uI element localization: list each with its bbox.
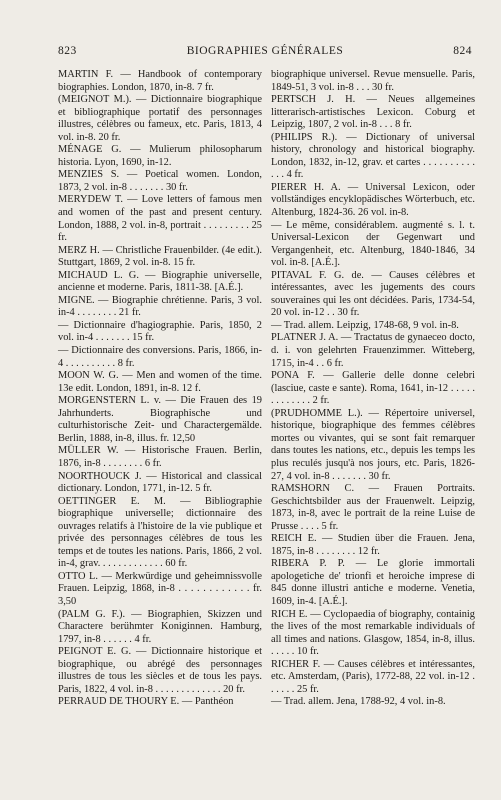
right-column (271, 69, 475, 709)
bibliography-entry: OETTINGER E. M. — Bibliographie biographique universelle; dictionnaire des ouvrages relatifs à l'histoire de la vie publique et privée des personnages célèbres de tous les temps et de toutes les nations. Paris, 1866, 2 vol. in-4, grav. . . . . . . . . . . . . 60 fr. (58, 495, 262, 570)
left-page-number: 823 (58, 45, 77, 57)
bibliography-entry: (MEIGNOT M.). — Dictionnaire biographique et bibliographique portatif des personnages illustres, célèbres ou fameux, etc. Paris, 1813, 4 vol. in-8. 20 fr. (58, 94, 262, 143)
bibliography-entry: — Trad. allem. Leipzig, 1748-68, 9 vol. in-8. (271, 319, 459, 331)
bibliography-entry: PITAVAL F. G. de. — Causes célèbres et intéressantes, avec les jugements des cours souveraines qui les ont décidées. Paris, 1734-54, 20 vol. in-12 . . 30 fr. (271, 269, 475, 319)
bibliography-entry: REICH E. — Studien über die Frauen. Jena, 1875, in-8 . . . . . . . . 12 fr. (271, 533, 475, 557)
bibliography-entry: MERYDEW T. — Love letters of famous men and women of the past and present century. London, 1888, 2 vol. in-8, portrait . . . . . . . . . 25 fr. (58, 194, 262, 244)
bibliography-entry: — Trad. allem. Jena, 1788-92, 4 vol. in-8. (271, 696, 446, 708)
bibliography-entry: — Dictionnaire d'hagiographie. Paris, 1850, 2 vol. in-4 . . . . . . . 15 fr. (58, 319, 262, 344)
right-page-number: 824 (453, 45, 472, 57)
bibliography-entry: PERRAUD DE THOURY E. — Panthéon (58, 696, 234, 708)
bibliography-entry: RIBERA P. P. — Le glorie immortali apologetiche de' trionfi et heroiche imprese di 845 donne illustri antiche e moderne. Venetia, 1609, in-4. [A.É.]. (271, 558, 475, 607)
bibliography-entry: MIGNE. — Biographie chrétienne. Paris, 3 vol. in-4 . . . . . . . . 21 fr. (58, 294, 262, 319)
bibliography-entry: MERZ H. — Christliche Frauenbilder. (4e edit.). Stuttgart, 1869, 2 vol. in-8. 15 fr. (58, 244, 262, 269)
bibliography-entry: NOORTHOUCK J. — Historical and classical dictionary. London, 1771, in-12. 5 fr. (58, 470, 262, 495)
bibliography-entry: RICHER F. — Causes célèbres et intéressantes, etc. Amsterdam, (Paris), 1772-88, 22 vol. in-12 . . . . . . 25 fr. (271, 658, 475, 695)
bibliography-entry: — Le même, considérablem. augmenté s. l. t. Universal-Lexicon der Gegenwart und Vergangenheit, etc. Altenburg, 1840-1846, 34 vol. in-8. [A.É.]. (271, 219, 475, 269)
left-column (58, 69, 262, 709)
running-header (58, 44, 472, 58)
bibliography-entry: biographique universel. Revue mensuelle. Paris, 1849-51, 3 vol. in-8 . . . 30 fr. (271, 69, 475, 93)
bibliography-entry: (PRUDHOMME L.). — Répertoire universel, historique, biographique des femmes célèbres mortes ou vivantes, qui se sont fait remarquer dans toutes les nations, etc., depuis les temps les plus reculés jusqu'à nos jours, etc. Paris, 1826-27, 4 vol. in-8 . . . . . . . 30 fr. (271, 407, 475, 482)
bibliography-entry: PEIGNOT E. G. — Dictionnaire historique et biographique, ou abrégé des personnages illustres de tous les siècles et de tous les pays. Paris, 1822, 4 vol. in-8 . . . . . . . . . . . . . 20 fr. (58, 646, 262, 695)
running-title: BIOGRAPHIES GÉNÉRALES (186, 45, 344, 57)
bibliography-entry: MENZIES S. — Poetical women. London, 1873, 2 vol. in-8 . . . . . . . 30 fr. (58, 169, 262, 193)
bibliography-entry: RICH E. — Cyclopaedia of biography, containig the lives of the most remarkable individuals of all times and nations. Glasgow, 1854, in-8, illus. . . . . . 10 fr. (271, 608, 475, 658)
bibliography-entry: MICHAUD L. G. — Biographie universelle, ancienne et moderne. Paris, 1811-38. [A.É.]. (58, 269, 262, 294)
bibliography-entry: PERTSCH J. H. — Neues allgemeines litterarisch-artistisches Lexicon. Coburg et Leipzig, 1807, 2 vol. in-8 . . . 8 fr. (271, 94, 475, 131)
bibliography-entry: PLATNER J. A. — Tractatus de gynaeceo docto, d. i. von gelehrten Frauenzimmer. Witteberg, 1715, in-4 . . 6 fr. (271, 332, 475, 369)
bibliography-entry: MORGENSTERN L. v. — Die Frauen des 19 Jahrhunderts. Biographische und culturhistorische Zeit- und Charactergemälde. Berlin, 1888, in-8, illus. fr. 12,50 (58, 395, 262, 444)
bibliography-entry: (PALM G. F.). — Biographien, Skizzen und Charactere berühmter Koniginnen. Hamburg, 1797, in-8 . . . . . . 4 fr. (58, 608, 262, 645)
bibliography-entry: MÉNAGE G. — Mulierum philosopharum historia. Lyon, 1690, in-12. (58, 144, 262, 168)
bibliography-entry: PIERER H. A. — Universal Lexicon, oder vollständiges encyklopädisches Wörterbuch, etc. Altenburg, 1824-36. 26 vol. in-8. (271, 181, 475, 219)
bibliography-entry: RAMSHORN C. — Frauen Portraits. Geschichtsbilder aus der Frauenwelt. Leipzig, 1873, in-8, avec le portrait de la reine Luise de Prusse . . . . 5 fr. (271, 483, 475, 532)
bibliography-entry: PONA F. — Gallerie delle donne celebri (lasciue, caste e sante). Roma, 1641, in-12 . . . . . . . . . . . . . 2 fr. (271, 370, 475, 407)
bibliography-entry: OTTO L. — Merkwürdige und geheimnissvolle Frauen. Leipzig, 1868, in-8 . . . . . . . . . . . . fr. 3,50 (58, 570, 262, 607)
bibliography-entry: MÜLLER W. — Historische Frauen. Berlin, 1876, in-8 . . . . . . . . 6 fr. (58, 445, 262, 469)
bibliography-entry: — Dictionnaire des conversions. Paris, 1866, in-4 . . . . . . . . . . 8 fr. (58, 345, 262, 369)
bibliography-entry: MARTIN F. — Handbook of contemporary biographies. London, 1870, in-8. 7 fr. (58, 69, 262, 93)
bibliography-entry: MOON W. G. — Men and women of the time. 13e edit. London, 1891, in-8. 12 f. (58, 370, 262, 394)
bibliography-entry: (PHILIPS R.). — Dictionary of universal history, chronology and historical biography. London, 1832, in-12, grav. et cartes . . . . . . . . . . . . . 4 fr. (271, 131, 475, 181)
